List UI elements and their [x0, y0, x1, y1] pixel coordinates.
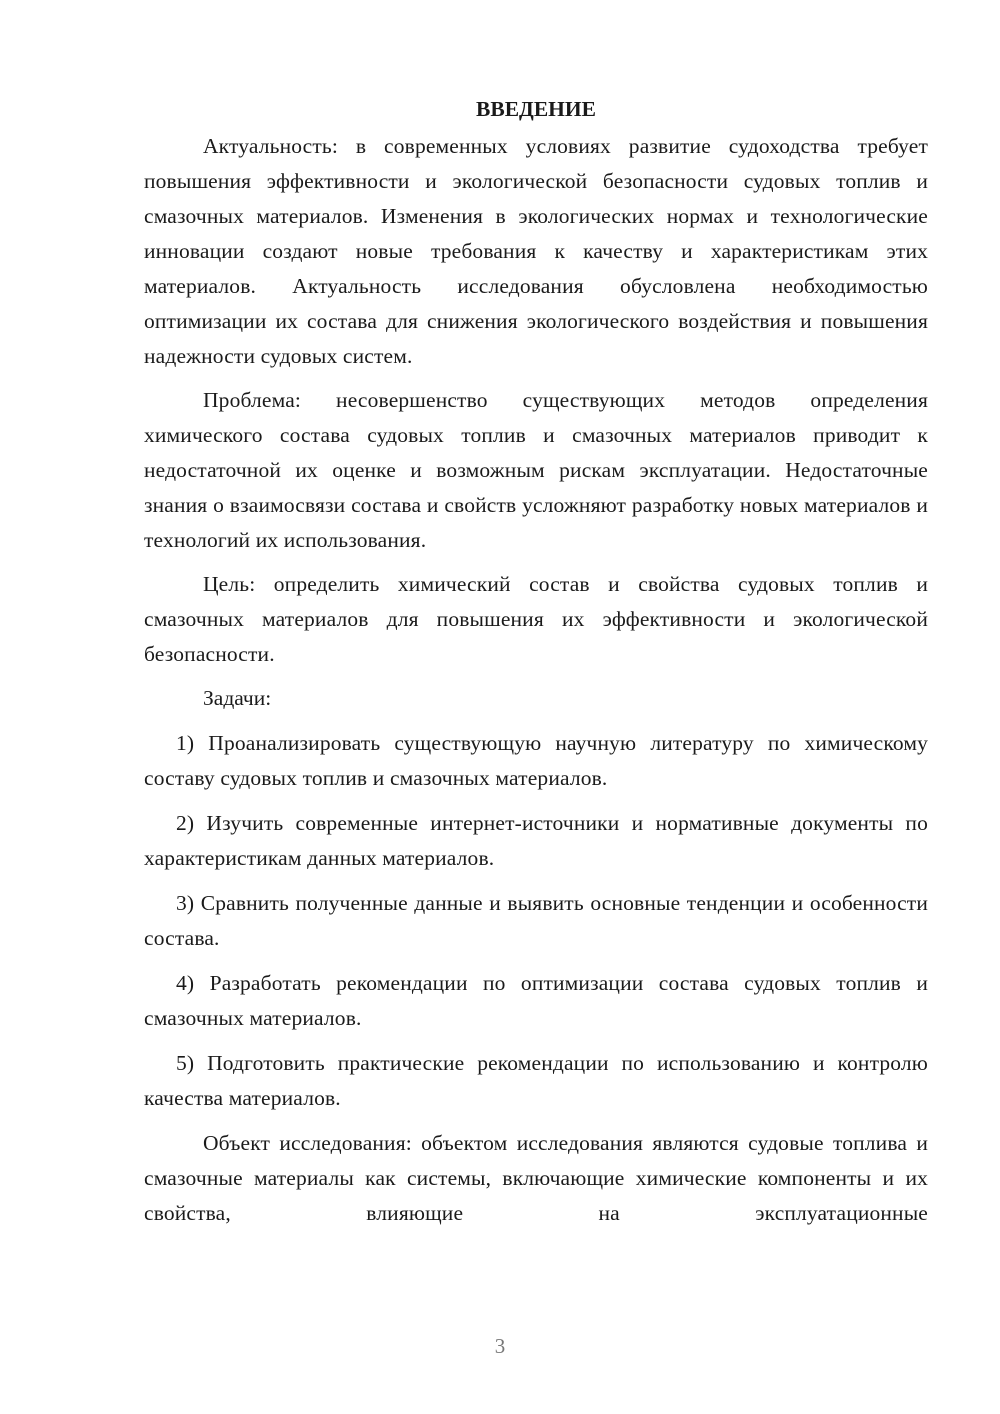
task-item: 1) Проанализировать существующую научную литературу по химическому составу судовых топлив и смазочных материалов. — [144, 731, 928, 790]
task-item: 4) Разработать рекомендации по оптимизации состава судовых топлив и смазочных материалов. — [144, 971, 928, 1030]
task-item: 5) Подготовить практические рекомендации по использованию и контролю качества материалов. — [144, 1051, 928, 1110]
page-number: 3 — [494, 1334, 506, 1358]
tasks-label: Задачи: — [203, 686, 272, 710]
page-content — [144, 92, 928, 1240]
task-item: 2) Изучить современные интернет-источники и нормативные документы по характеристикам данных материалов. — [144, 811, 928, 870]
problem-paragraph: Проблема: несовершенство существующих методов определения химического состава судовых топлив и смазочных материалов приводит к недостаточной их оценке и возможным рискам эксплуатации. Недостаточные знания о взаимосвязи состава и свойств усложняют разработку новых материалов и технологий их использования. — [144, 388, 928, 552]
relevance-paragraph: Актуальность: в современных условиях развитие судоходства требует повышения эффективности и экологической безопасности судовых топлив и смазочных материалов. Изменения в экологических нормах и технологические инновации создают новые требования к качеству и характеристикам этих материалов. Актуальность исследования обусловлена необходимостью оптимизации их состава для снижения экологического воздействия и повышения надежности судовых систем. — [144, 134, 928, 368]
goal-paragraph: Цель: определить химический состав и свойства судовых топлив и смазочных материалов для повышения их эффективности и экологической безопасности. — [144, 572, 928, 666]
object-paragraph: Объект исследования: объектом исследования являются судовые топлива и смазочные материалы как системы, включающие химические компоненты и их свойства, влияющие на эксплуатационные — [144, 1131, 928, 1225]
tasks-list — [144, 726, 928, 1116]
task-item: 3) Сравнить полученные данные и выявить основные тенденции и особенности состава. — [144, 891, 928, 950]
section-heading: ВВЕДЕНИЕ — [476, 97, 596, 121]
